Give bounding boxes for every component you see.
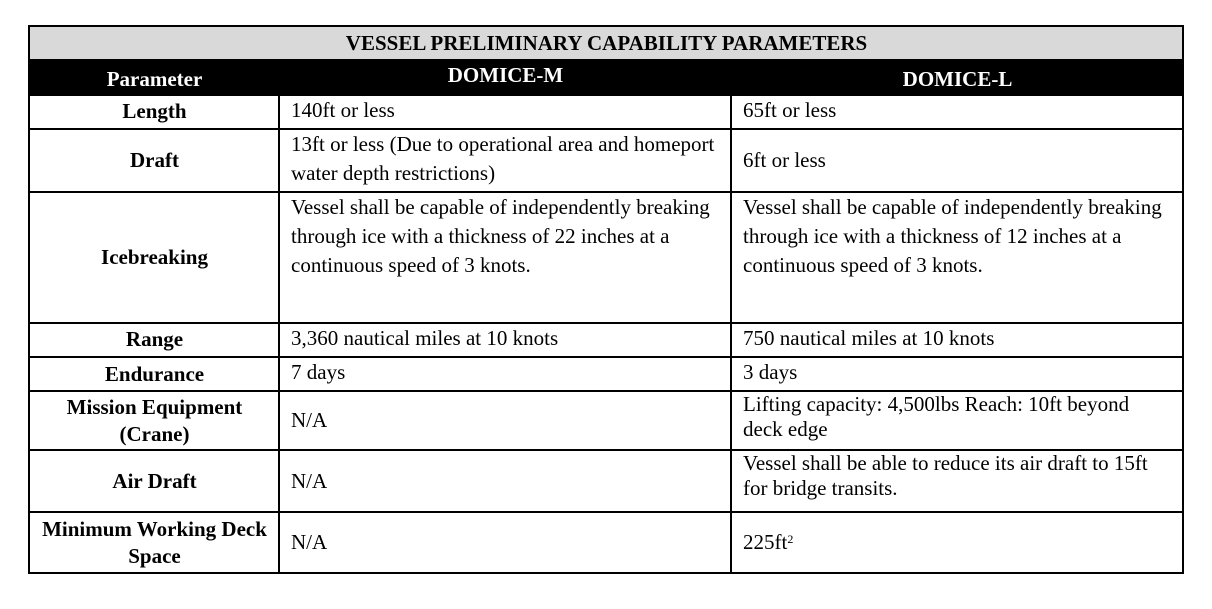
table-row-mission-equipment [29,391,1183,450]
param-cell: Draft [29,129,279,192]
domice-l-cell: 65ft or less [731,95,1183,129]
domice-l-cell: 3 days [731,357,1183,391]
domice-l-cell: 750 nautical miles at 10 knots [731,323,1183,357]
table-title: VESSEL PRELIMINARY CAPABILITY PARAMETERS [29,26,1183,60]
capability-table [28,25,1184,574]
domice-l-cell: Vessel shall be able to reduce its air draft to 15ft for bridge transits. [731,450,1183,513]
param-cell: Mission Equipment (Crane) [29,391,279,450]
table-header-row [29,60,1183,94]
domice-m-cell: 140ft or less [279,95,731,129]
table-row-range [29,323,1183,357]
column-header-domice-l: DOMICE-L [731,60,1183,94]
domice-m-cell: 7 days [279,357,731,391]
table-row-length [29,95,1183,129]
domice-m-cell: N/A [279,512,731,573]
deck-space-value: 225ft [743,530,788,555]
domice-l-cell [731,512,1183,573]
param-cell: Endurance [29,357,279,391]
table-row-draft [29,129,1183,192]
column-header-domice-m: DOMICE-M [279,60,731,94]
domice-l-cell: Lifting capacity: 4,500lbs Reach: 10ft beyond deck edge [731,391,1183,450]
domice-m-cell: 3,360 nautical miles at 10 knots [279,323,731,357]
param-cell: Minimum Working Deck Space [29,512,279,573]
domice-l-cell: 6ft or less [731,129,1183,192]
param-cell: Length [29,95,279,129]
param-cell: Air Draft [29,450,279,513]
domice-m-cell: 13ft or less (Due to operational area and homeport water depth restrictions) [279,129,731,192]
table-title-row [29,26,1183,60]
param-cell: Range [29,323,279,357]
domice-m-cell: N/A [279,391,731,450]
table-row-deck-space [29,512,1183,573]
param-cell: Icebreaking [29,192,279,323]
squared-superscript: 2 [787,532,794,547]
table-row-icebreaking [29,192,1183,323]
table-row-endurance [29,357,1183,391]
domice-l-cell: Vessel shall be capable of independently breaking through ice with a thickness of 12 inches at a continuous speed of 3 knots. [731,192,1183,323]
table-row-air-draft [29,450,1183,513]
column-header-parameter: Parameter [29,60,279,94]
domice-m-cell: Vessel shall be capable of independently breaking through ice with a thickness of 22 inches at a continuous speed of 3 knots. [279,192,731,323]
domice-m-cell: N/A [279,450,731,513]
